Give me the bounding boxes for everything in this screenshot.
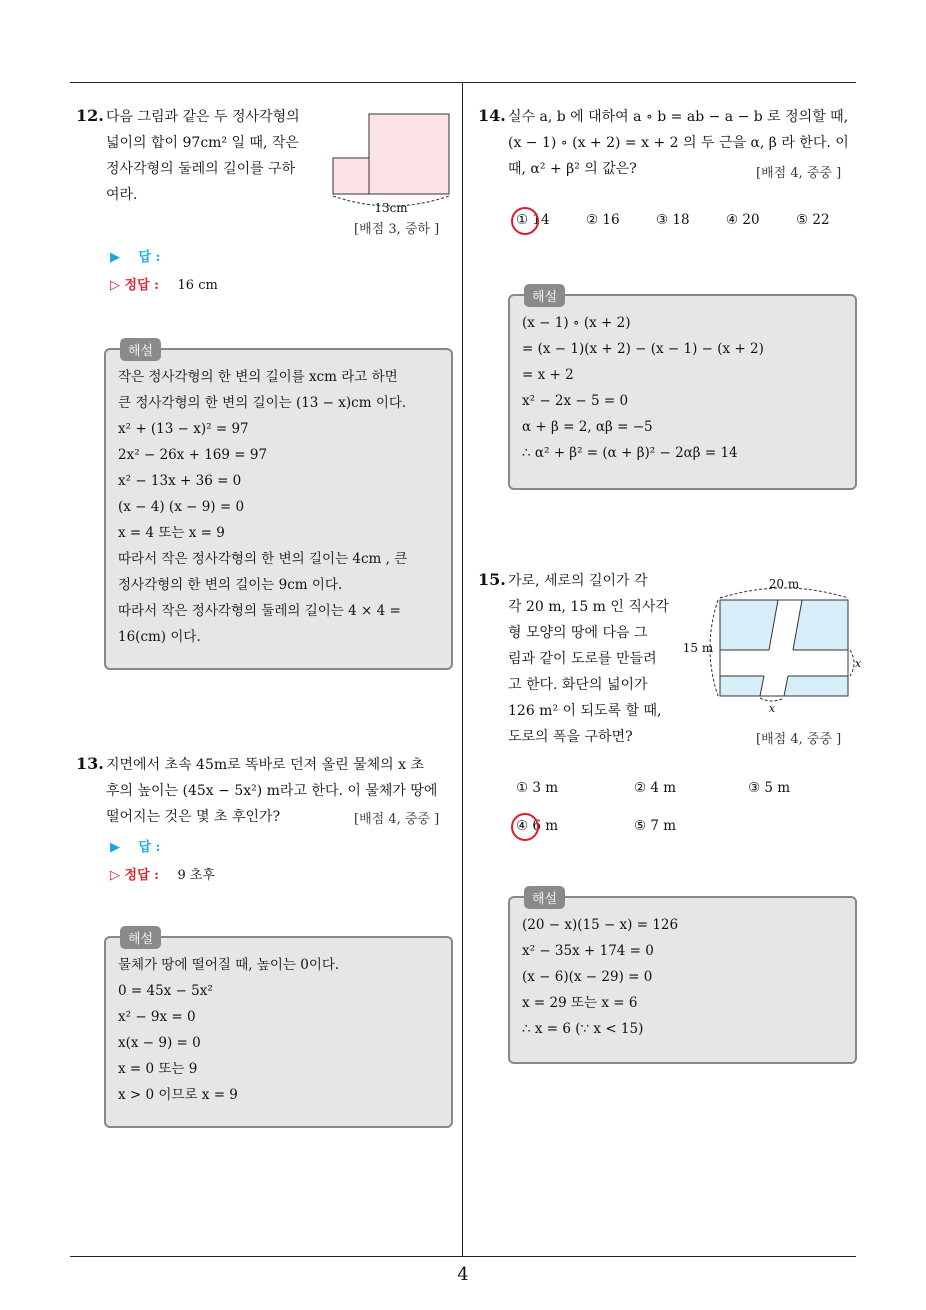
page-number: 4	[457, 1264, 469, 1285]
choice-1[interactable]: ① 3 m	[516, 780, 559, 796]
play-triangle-icon: ▶	[110, 840, 120, 855]
question-14	[478, 106, 858, 496]
question-12	[76, 106, 456, 676]
solution-tag: 해설	[524, 284, 565, 307]
score: [배점 3, 중하 ]	[354, 222, 440, 237]
question-text: 실수 a, b 에 대하여 a ∘ b = ab − a − b 로 정의할 때, (x − 1) ∘ (x + 2) = x + 2 의 두 근을 α, β 라 한다. 이 때, α² + β² 의 값은?	[508, 109, 849, 177]
solution-box	[104, 932, 453, 1128]
choice-5[interactable]: ⑤ 7 m	[634, 818, 677, 834]
outline-triangle-icon: ▷	[110, 278, 120, 293]
choice-4[interactable]: ④ 20	[726, 212, 760, 228]
width-label: 20 m	[768, 577, 800, 591]
solution-tag: 해설	[120, 926, 161, 949]
choice-5[interactable]: ⑤ 22	[796, 212, 830, 228]
question-text: 다음 그림과 같은 두 정사각형의 넓이의 합이 97cm² 일 때, 작은 정사각형의 둘레의 길이를 구하 여라.	[106, 109, 300, 203]
bottom-rule	[70, 1256, 856, 1257]
height-label: 15 m	[682, 641, 714, 655]
choice-3[interactable]: ③ 5 m	[748, 780, 791, 796]
solution-tag: 해설	[120, 338, 161, 361]
correct-answer-line: ▷ 정답 : 9 초후	[110, 868, 216, 883]
answer-line: ▶ 답 :	[110, 840, 161, 855]
choice-3[interactable]: ③ 18	[656, 212, 690, 228]
choice-4[interactable]: ④ 6 m	[516, 818, 558, 834]
solution-tag: 해설	[524, 886, 565, 909]
selected-circle-icon	[511, 207, 539, 235]
score: [배점 4, 중중 ]	[354, 812, 440, 827]
score: [배점 4, 중중 ]	[756, 732, 842, 747]
solution-box	[508, 892, 857, 1064]
solution-lines: 작은 정사각형의 한 변의 길이를 xcm 라고 하면 큰 정사각형의 한 변의 길이는 (13 − x)cm 이다. x² + (13 − x)² = 97 2x² − 26x + 169 = 97 x² − 13x + 36 = 0 (x − 4) (x − 9) = 0 x = 4 또는 x = 9 따라서 작은 정사각형의 한 변의 길이는 4cm , 큰 정사각형의 한 변의 길이는 9cm 이다. 따라서 작은 정사각형의 둘레의 길이는 4 × 4 = 16(cm) 이다.	[118, 369, 408, 645]
choice-1[interactable]: ① 14	[516, 212, 550, 228]
road-width-label-bottom: x	[768, 702, 776, 714]
figure-width-label: 13cm	[374, 201, 408, 215]
solution-box	[508, 290, 857, 490]
top-rule	[70, 82, 856, 83]
question-text: 가로, 세로의 길이가 각 각 20 m, 15 m 인 직사각 형 모양의 땅에 다음 그 림과 같이 도로를 만들려 고 한다. 화단의 넓이가 126 m² 이 되도록 할 때, 도로의 폭을 구하면?	[508, 573, 669, 745]
correct-answer-line: ▷ 정답 : 16 cm	[110, 278, 218, 293]
question-15	[478, 570, 862, 1070]
choices	[516, 212, 846, 236]
question-number: 14.	[478, 106, 506, 125]
column-divider	[462, 82, 463, 1256]
question-13	[76, 754, 456, 1134]
selected-circle-icon	[511, 813, 539, 841]
solution-lines: (x − 1) ∘ (x + 2) = (x − 1)(x + 2) − (x − 1) − (x + 2) = x + 2 x² − 2x − 5 = 0 α + β = 2, αβ = −5 ∴ α² + β² = (α + β)² − 2αβ = 14	[522, 315, 764, 461]
choice-2[interactable]: ② 16	[586, 212, 620, 228]
question-text: 지면에서 초속 45m로 똑바로 던져 올린 물체의 x 초 후의 높이는 (45x − 5x²) m라고 한다. 이 물체가 땅에 떨어지는 것은 몇 초 후인가?	[106, 757, 438, 825]
choice-2[interactable]: ② 4 m	[634, 780, 677, 796]
question-number: 13.	[76, 754, 104, 773]
solution-lines: (20 − x)(15 − x) = 126 x² − 35x + 174 = 0 (x − 6)(x − 29) = 0 x = 29 또는 x = 6 ∴ x = 6 (∵ x < 15)	[522, 917, 679, 1037]
question-number: 12.	[76, 106, 104, 125]
solution-lines: 물체가 땅에 떨어질 때, 높이는 0이다. 0 = 45x − 5x² x² − 9x = 0 x(x − 9) = 0 x = 0 또는 9 x > 0 이므로 x = 9	[118, 957, 340, 1103]
score: [배점 4, 중중 ]	[756, 166, 842, 181]
answer-line: ▶ 답 :	[110, 250, 161, 265]
outline-triangle-icon: ▷	[110, 868, 120, 883]
question-number: 15.	[478, 570, 506, 589]
solution-box	[104, 344, 453, 670]
two-squares-figure	[331, 112, 456, 222]
road-width-label-right: x	[854, 657, 862, 670]
play-triangle-icon: ▶	[110, 250, 120, 265]
choices	[516, 780, 846, 844]
road-field-figure	[680, 574, 866, 714]
